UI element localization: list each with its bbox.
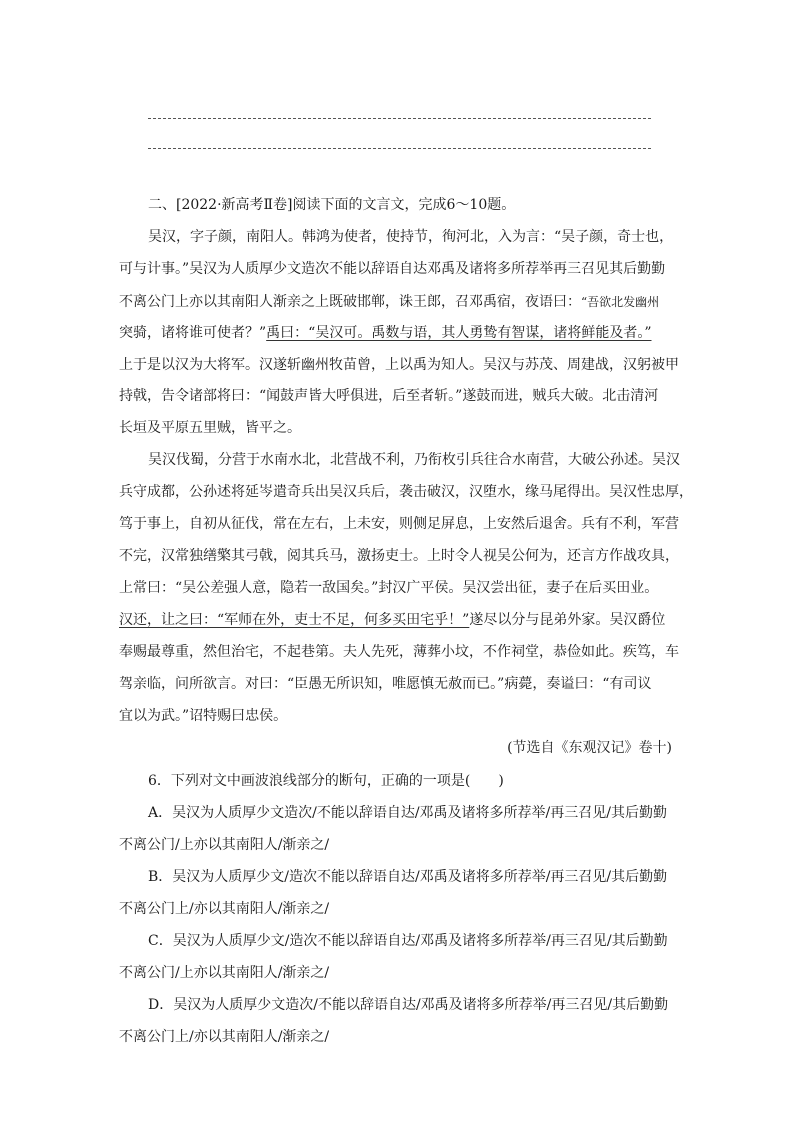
answer-line-1: [148, 118, 651, 119]
passage-text-small: “吾欲北发幽州: [581, 295, 660, 309]
passage-line: 上于是以汉为大将军。汉遂斩幽州牧苗曾，上以禹为知人。吴汉与苏茂、周建战，汉躬被甲: [119, 357, 679, 373]
passage-line: 奉赐最尊重，然但治宅，不起巷第。夫人先死，薄葬小坟，不作祠堂，恭俭如此。疾笃，车: [119, 644, 679, 660]
option-c-cont: 不离公门/上亦以其南阳人/渐亲之/: [119, 965, 330, 981]
underlined-sentence-1: 禹曰：“吴汉可。禹数与语，其人勇鸷有智谋，诸将鲜能及者。”: [266, 325, 652, 341]
passage-line: 吴汉伐蜀，分营于水南水北，北营战不利，乃衔枚引兵往合水南营，大破公孙述。吴汉: [148, 452, 680, 468]
option-d[interactable]: D．吴汉为人质厚少文造次/不能以辞语自达/邓禹及诸将多所荐举/再三召见/其后勤勤: [148, 997, 669, 1013]
passage-line: 笃于事上，自初从征伐，常在左右，上未安，则侧足屏息，上安然后退舍。兵有不利，军营: [119, 516, 679, 532]
section-title: 二、[2022·新高考Ⅱ卷]阅读下面的文言文，完成6～10题。: [148, 197, 516, 213]
passage-line: 长垣及平原五里贼，皆平之。: [119, 420, 301, 436]
passage-text: 突骑，诸将谁可使者？”: [119, 325, 267, 341]
option-c[interactable]: C．吴汉为人质厚少文/造次不能以辞语自达/邓禹及诸将多所荐举/再三召见/其后勤勤: [148, 933, 668, 949]
passage-line: [119, 292, 659, 312]
passage-text: 遂尽以分与昆弟外家。吴汉爵位: [469, 612, 666, 628]
option-a-cont: 不离公门/上亦以其南阳人/渐亲之/: [119, 837, 330, 853]
passage-line: 不完，汉常独缮檠其弓戟，阅其兵马，激扬吏士。上时令人视吴公何为，还言方作战攻具，: [119, 548, 679, 564]
option-b-cont: 不离公门上/亦以其南阳人/渐亲之/: [119, 901, 330, 917]
passage-line: 吴汉，字子颜，南阳人。韩鸿为使者，使持节，徇河北，入为言：“吴子颜，奇士也，: [148, 229, 674, 245]
passage-text: 不离公门上亦以其南阳人渐亲之上既破邯郸，诛王郎，召邓禹宿，夜语曰：: [119, 294, 581, 310]
option-a[interactable]: A．吴汉为人质厚少文造次/不能以辞语自达/邓禹及诸将多所荐举/再三召见/其后勤勤: [148, 805, 667, 821]
passage-line: 驾亲临，问所欲言。对曰：“臣愚无所识知，唯愿慎无赦而已。”病薨，奏谥曰：“有司议: [119, 676, 652, 692]
passage-line: 可与计事。”吴汉为人质厚少文造次不能以辞语自达邓禹及诸将多所荐举再三召见其后勤勤: [119, 261, 666, 277]
question-stem: 6．下列对文中画波浪线部分的断句，正确的一项是( ): [148, 773, 504, 789]
passage-line: [119, 323, 652, 343]
passage-line: [119, 610, 665, 630]
passage-line: 兵守成都，公孙述将延岑遣奇兵出吴汉兵后，袭击破汉，汉堕水，缘马尾得出。吴汉性忠厚，: [119, 484, 693, 500]
option-b[interactable]: B．吴汉为人质厚少文/造次不能以辞语自达/邓禹及诸将多所荐举/再三召见/其后勤勤: [148, 869, 668, 885]
underlined-sentence-2: 汉还，让之曰：“军师在外，吏士不足，何多买田宅乎！”: [119, 612, 470, 628]
passage-line: 上常曰：“吴公差强人意，隐若一敌国矣。”封汉广平侯。吴汉尝出征，妻子在后买田业。: [119, 580, 659, 596]
option-d-cont: 不离公门上/亦以其南阳人/渐亲之/: [119, 1029, 330, 1045]
passage-line: 宜以为武。”诏特赐曰忠侯。: [119, 708, 288, 724]
answer-line-2: [148, 148, 651, 149]
source-citation: (节选自《东观汉记》卷十): [507, 740, 672, 756]
passage-line: 持戟，告令诸部将曰：“闻鼓声皆大呼俱进，后至者斩。”遂鼓而进，贼兵大破。北击清河: [119, 388, 659, 404]
